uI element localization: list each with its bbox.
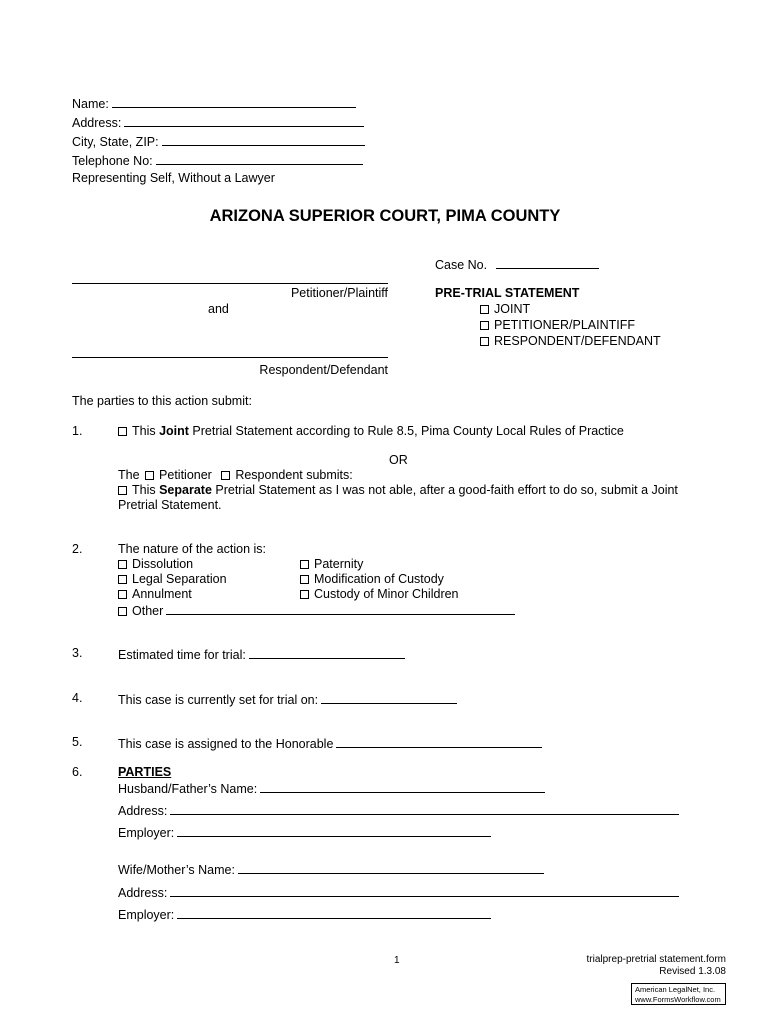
checkbox[interactable] (480, 337, 489, 346)
petitioner-field[interactable] (72, 283, 388, 284)
case-no-field[interactable] (496, 256, 599, 269)
text: This (132, 424, 160, 438)
address-label: Address: (72, 116, 122, 130)
husband-name-field[interactable] (260, 780, 545, 793)
legal-separation-option[interactable] (118, 572, 227, 587)
option-label: Other (132, 604, 164, 618)
item2-number: 2. (72, 542, 83, 556)
husband-employer-field[interactable] (177, 824, 491, 837)
option-label: Annulment (132, 587, 192, 601)
checkbox[interactable] (300, 560, 309, 569)
checkbox[interactable] (118, 590, 127, 599)
wife-employer-label: Employer: (118, 908, 175, 922)
text: Pretrial Statement according to Rule 8.5, Pima County Local Rules of Practice (188, 424, 624, 438)
checkbox[interactable] (118, 486, 127, 495)
and-label: and (208, 302, 229, 316)
husband-employer-row (118, 824, 491, 841)
custody-option[interactable] (300, 587, 459, 602)
phone-field[interactable] (156, 152, 363, 165)
case-no-row (435, 256, 599, 273)
item1-number: 1. (72, 424, 83, 438)
paternity-option[interactable] (300, 557, 363, 572)
checkbox[interactable] (118, 560, 127, 569)
website-link[interactable]: www.FormsWorkflow.com (635, 995, 721, 1004)
wife-address-label: Address: (118, 886, 168, 900)
name-field[interactable] (112, 95, 356, 108)
respondent-checkbox[interactable] (221, 471, 230, 480)
husband-address-row (118, 802, 679, 819)
name-label: Name: (72, 97, 109, 111)
item5-number: 5. (72, 735, 83, 749)
wife-address-field[interactable] (170, 884, 679, 897)
nature-label: The nature of the action is: (118, 542, 267, 556)
option-joint[interactable] (480, 302, 530, 317)
judge-field[interactable] (336, 735, 542, 748)
phone-row (72, 152, 363, 169)
checkbox[interactable] (300, 590, 309, 599)
revised-date: Revised 1.3.08 (659, 966, 726, 977)
wife-name-field[interactable] (238, 861, 544, 874)
item6-number: 6. (72, 765, 83, 779)
submitter-row (118, 468, 353, 483)
husband-name-row (118, 780, 545, 797)
wife-name-row (118, 861, 544, 878)
name-row (72, 95, 356, 112)
petitioner-label: Petitioner (159, 468, 212, 482)
trial-time-label: Estimated time for trial: (118, 648, 246, 662)
address-row (72, 114, 364, 131)
representing-text: Representing Self, Without a Lawyer (72, 171, 275, 185)
option-label: PETITIONER/PLAINTIFF (494, 318, 635, 332)
checkbox[interactable] (118, 607, 127, 616)
intro-text: The parties to this action submit: (72, 394, 252, 408)
other-field[interactable] (166, 602, 515, 615)
checkbox[interactable] (300, 575, 309, 584)
wife-employer-row (118, 906, 491, 923)
text-bold: Joint (159, 424, 189, 438)
judge-label: This case is assigned to the Honorable (118, 737, 334, 751)
trial-date-field[interactable] (321, 691, 457, 704)
option-petitioner[interactable] (480, 318, 635, 333)
joint-statement-option[interactable] (118, 424, 624, 439)
or-label: OR (389, 453, 408, 467)
wife-employer-field[interactable] (177, 906, 491, 919)
respondent-submits-label: Respondent submits: (235, 468, 353, 482)
checkbox[interactable] (480, 305, 489, 314)
statement-title: PRE-TRIAL STATEMENT (435, 286, 580, 300)
city-row (72, 133, 365, 150)
city-label: City, State, ZIP: (72, 135, 159, 149)
trial-time-field[interactable] (249, 646, 405, 659)
option-label: Legal Separation (132, 572, 227, 586)
text: This (132, 483, 160, 497)
separate-cont: Pretrial Statement. (118, 498, 222, 512)
annulment-option[interactable] (118, 587, 192, 602)
case-no-label: Case No. (435, 258, 488, 272)
option-label: Modification of Custody (314, 572, 444, 586)
husband-address-label: Address: (118, 804, 168, 818)
wife-address-row (118, 884, 679, 901)
modification-option[interactable] (300, 572, 444, 587)
judge-row (118, 735, 542, 752)
trial-date-row (118, 691, 457, 708)
petitioner-checkbox[interactable] (145, 471, 154, 480)
parties-heading: PARTIES (118, 765, 172, 779)
separate-statement-option[interactable] (118, 483, 678, 498)
option-label: RESPONDENT/DEFENDANT (494, 334, 661, 348)
husband-name-label: Husband/Father’s Name: (118, 782, 258, 796)
checkbox[interactable] (118, 427, 127, 436)
option-respondent[interactable] (480, 334, 661, 349)
respondent-field[interactable] (72, 357, 388, 358)
city-field[interactable] (162, 133, 365, 146)
trial-time-row (118, 646, 405, 663)
address-field[interactable] (124, 114, 364, 127)
the-label: The (118, 468, 140, 482)
other-option[interactable] (118, 602, 515, 619)
text-bold: Separate (159, 483, 212, 497)
form-name: trialprep-pretrial statement.form (586, 954, 726, 965)
item3-number: 3. (72, 646, 83, 660)
dissolution-option[interactable] (118, 557, 193, 572)
court-title: ARIZONA SUPERIOR COURT, PIMA COUNTY (209, 207, 561, 225)
option-label: Custody of Minor Children (314, 587, 459, 601)
text: Pretrial Statement as I was not able, after a good-faith effort to do so, submit a Joint (211, 483, 678, 497)
petitioner-label: Petitioner/Plaintiff (290, 286, 388, 300)
item4-number: 4. (72, 691, 83, 705)
page-number: 1 (394, 955, 400, 966)
husband-address-field[interactable] (170, 802, 679, 815)
option-label: JOINT (494, 302, 531, 316)
phone-label: Telephone No: (72, 154, 153, 168)
respondent-label: Respondent/Defendant (259, 363, 388, 377)
option-label: Dissolution (132, 557, 194, 571)
option-label: Paternity (314, 557, 364, 571)
checkbox[interactable] (118, 575, 127, 584)
trial-date-label: This case is currently set for trial on: (118, 693, 319, 707)
wife-name-label: Wife/Mother’s Name: (118, 863, 235, 877)
publisher-badge (631, 983, 726, 1005)
husband-employer-label: Employer: (118, 826, 175, 840)
checkbox[interactable] (480, 321, 489, 330)
company-name: American LegalNet, Inc. (635, 985, 716, 994)
